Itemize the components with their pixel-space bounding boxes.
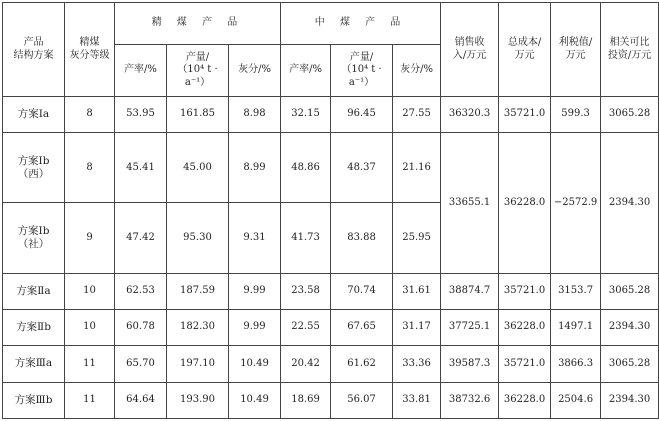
cell-investment: 3065.28	[601, 97, 659, 133]
cell-mid-ash: 25.95	[393, 203, 441, 273]
cell-scheme: 方案Ⅱb	[3, 309, 65, 345]
header-grade: 精煤 灰分等级	[65, 3, 115, 97]
cell-scheme: 方案Ⅱa	[3, 273, 65, 309]
header-fine-coal: 精 煤 产 品	[115, 3, 281, 45]
cell-profit: 599.3	[551, 97, 601, 133]
cell-fine-ash: 9.99	[229, 273, 281, 309]
cell-fine-ash: 9.99	[229, 309, 281, 345]
cell-mid-yield: 41.73	[281, 203, 331, 273]
cell-investment: 3065.28	[601, 346, 659, 382]
cell-investment: 2394.30	[601, 133, 659, 273]
cell-fine-output: 193.90	[167, 382, 229, 418]
cell-revenue: 39587.3	[441, 346, 499, 382]
cell-mid-output: 48.37	[331, 133, 393, 203]
header-mid-output-line2: （10⁴ t · a⁻¹）	[341, 64, 382, 88]
cell-revenue: 38874.7	[441, 273, 499, 309]
cell-fine-yield: 65.70	[115, 346, 167, 382]
cell-scheme: 方案Ⅰa	[3, 97, 65, 133]
cell-fine-output: 197.10	[167, 346, 229, 382]
cell-fine-yield: 47.42	[115, 203, 167, 273]
cell-mid-yield: 18.69	[281, 382, 331, 418]
header-fine-output	[167, 45, 229, 97]
cell-grade: 8	[65, 97, 115, 133]
header-fine-ash: 灰分/%	[229, 45, 281, 97]
cell-fine-output: 161.85	[167, 97, 229, 133]
table-row	[3, 309, 659, 345]
cell-fine-yield: 64.64	[115, 382, 167, 418]
cell-revenue: 37725.1	[441, 309, 499, 345]
cell-mid-output: 83.88	[331, 203, 393, 273]
cell-mid-yield: 23.58	[281, 273, 331, 309]
cell-fine-output: 182.30	[167, 309, 229, 345]
cell-revenue: 38732.6	[441, 382, 499, 418]
cell-grade: 11	[65, 346, 115, 382]
cell-profit: 1497.1	[551, 309, 601, 345]
cell-cost: 36228.0	[499, 309, 551, 345]
header-mid-output-line1: 产量/	[349, 51, 374, 63]
cell-fine-ash: 8.98	[229, 97, 281, 133]
header-profit: 利税值/ 万元	[551, 3, 601, 97]
cell-investment: 2394.30	[601, 309, 659, 345]
cell-fine-ash: 8.99	[229, 133, 281, 203]
cell-cost: 35721.0	[499, 346, 551, 382]
cell-grade: 9	[65, 203, 115, 273]
cell-profit: −2572.9	[551, 133, 601, 273]
cell-grade: 10	[65, 309, 115, 345]
cell-grade: 11	[65, 382, 115, 418]
cell-profit: 2504.6	[551, 382, 601, 418]
cell-scheme: 方案Ⅰb（社）	[3, 203, 65, 273]
cell-profit: 3153.7	[551, 273, 601, 309]
cell-scheme: 方案Ⅲa	[3, 346, 65, 382]
header-investment: 相关可比 投资/万元	[601, 3, 659, 97]
table-row	[3, 97, 659, 133]
cell-fine-output: 45.00	[167, 133, 229, 203]
header-fine-yield: 产率/%	[115, 45, 167, 97]
header-revenue: 销售收 入/万元	[441, 3, 499, 97]
cell-mid-yield: 32.15	[281, 97, 331, 133]
cell-fine-ash: 10.49	[229, 346, 281, 382]
header-fine-output-line1: 产量/	[185, 51, 210, 63]
cell-fine-yield: 45.41	[115, 133, 167, 203]
cell-mid-output: 67.65	[331, 309, 393, 345]
header-middlings: 中 煤 产 品	[281, 3, 441, 45]
cell-investment: 2394.30	[601, 382, 659, 418]
cell-fine-ash: 10.49	[229, 382, 281, 418]
cell-fine-yield: 62.53	[115, 273, 167, 309]
cell-mid-output: 96.45	[331, 97, 393, 133]
cell-scheme: 方案Ⅲb	[3, 382, 65, 418]
cell-revenue: 33655.1	[441, 133, 499, 273]
header-mid-yield: 产率/%	[281, 45, 331, 97]
product-structure-table	[2, 2, 659, 419]
header-cost: 总成本/ 万元	[499, 3, 551, 97]
cell-revenue: 36320.3	[441, 97, 499, 133]
table-row	[3, 346, 659, 382]
cell-mid-output: 70.74	[331, 273, 393, 309]
cell-fine-output: 187.59	[167, 273, 229, 309]
cell-grade: 10	[65, 273, 115, 309]
cell-scheme: 方案Ⅰb（西）	[3, 133, 65, 203]
cell-profit: 3866.3	[551, 346, 601, 382]
cell-cost: 36228.0	[499, 382, 551, 418]
cell-mid-yield: 48.86	[281, 133, 331, 203]
cell-mid-ash: 31.61	[393, 273, 441, 309]
cell-fine-output: 95.30	[167, 203, 229, 273]
cell-mid-ash: 33.81	[393, 382, 441, 418]
cell-mid-output: 56.07	[331, 382, 393, 418]
header-scheme: 产品 结构方案	[3, 3, 65, 97]
cell-cost: 36228.0	[499, 133, 551, 273]
cell-fine-ash: 9.31	[229, 203, 281, 273]
cell-mid-ash: 21.16	[393, 133, 441, 203]
cell-mid-ash: 27.55	[393, 97, 441, 133]
table-row	[3, 273, 659, 309]
cell-mid-yield: 20.42	[281, 346, 331, 382]
header-mid-output	[331, 45, 393, 97]
header-mid-ash: 灰分/%	[393, 45, 441, 97]
cell-cost: 35721.0	[499, 97, 551, 133]
cell-mid-output: 61.62	[331, 346, 393, 382]
cell-mid-ash: 33.36	[393, 346, 441, 382]
table-row	[3, 133, 659, 203]
cell-investment: 3065.28	[601, 273, 659, 309]
cell-cost: 35721.0	[499, 273, 551, 309]
cell-mid-ash: 31.17	[393, 309, 441, 345]
cell-fine-yield: 60.78	[115, 309, 167, 345]
cell-grade: 8	[65, 133, 115, 203]
header-fine-output-line2: （10⁴ t · a⁻¹）	[177, 64, 218, 88]
cell-mid-yield: 22.55	[281, 309, 331, 345]
cell-fine-yield: 53.95	[115, 97, 167, 133]
table-row	[3, 382, 659, 418]
